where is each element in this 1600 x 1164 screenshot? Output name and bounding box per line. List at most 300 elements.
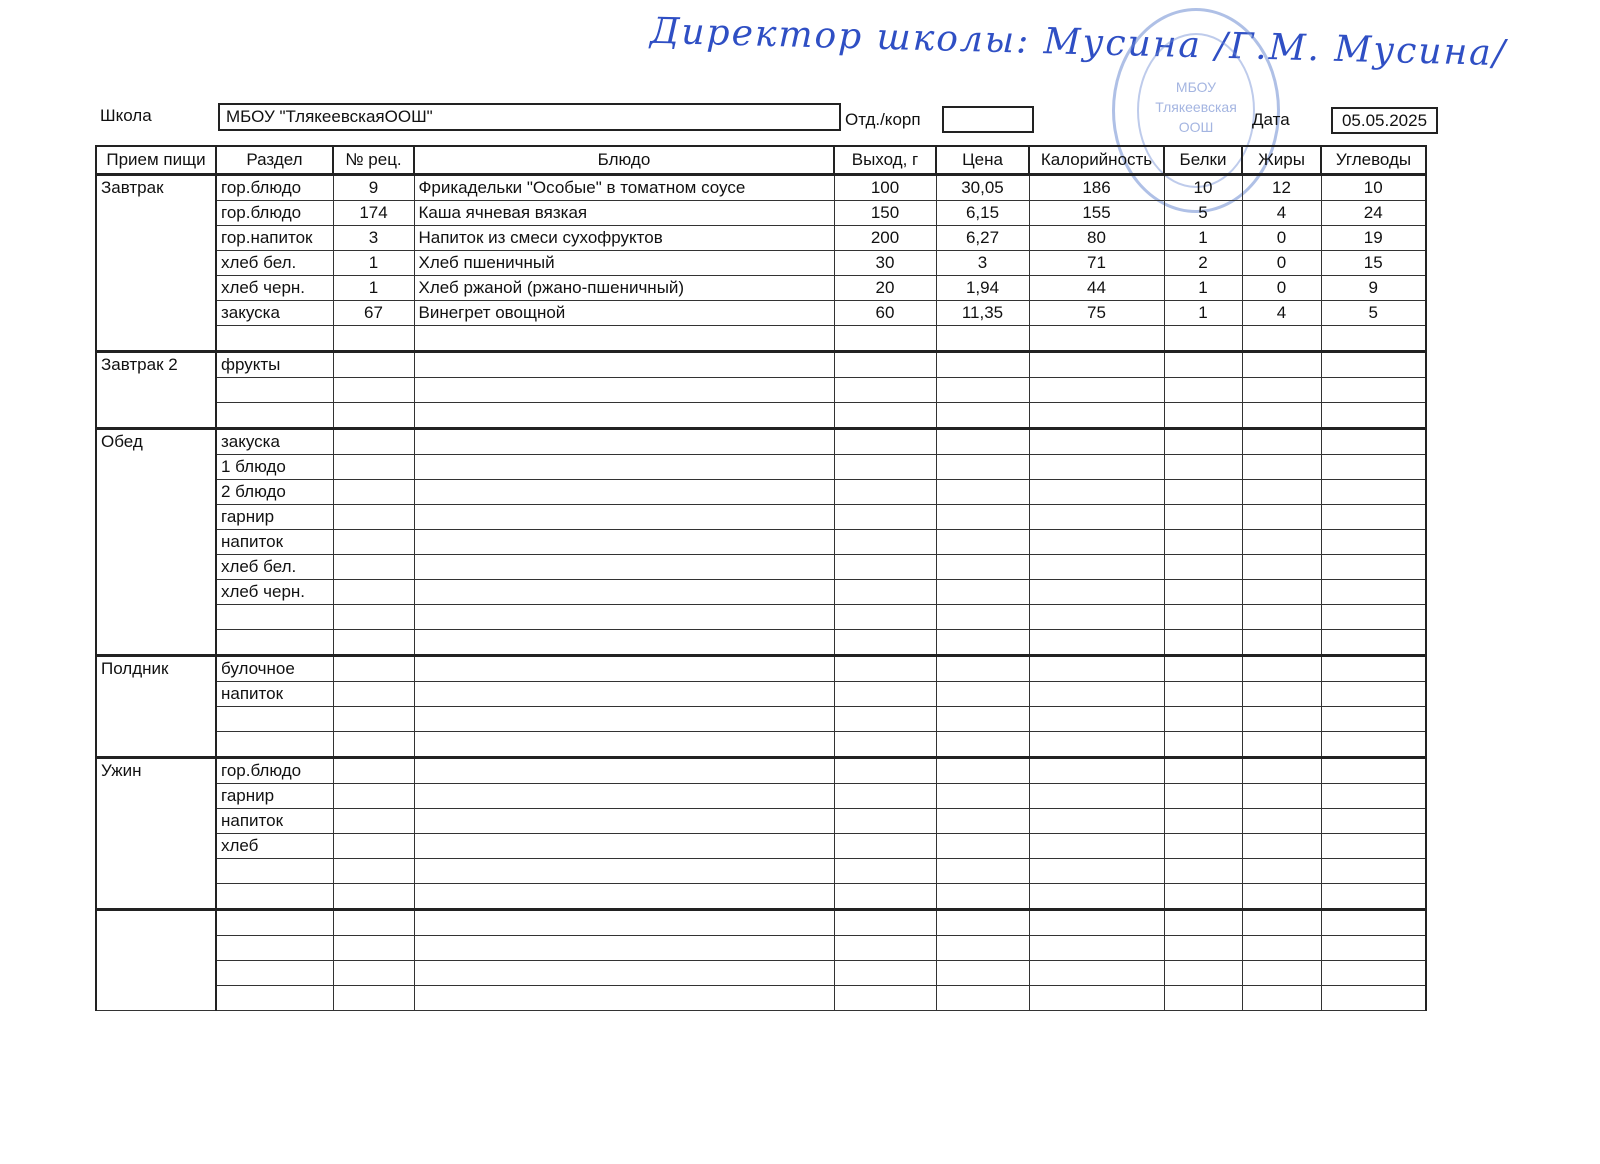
meal-name-cell: Полдник xyxy=(96,656,216,758)
table-row xyxy=(96,455,1426,480)
stamp-line-1: МБОУ xyxy=(1175,79,1217,95)
carbs-cell xyxy=(1321,378,1426,403)
weight-cell xyxy=(834,682,936,707)
protein-cell xyxy=(1164,555,1242,580)
carbs-cell xyxy=(1321,505,1426,530)
table-row xyxy=(96,530,1426,555)
dish-cell xyxy=(414,910,834,936)
table-row xyxy=(96,505,1426,530)
fat-cell xyxy=(1242,378,1321,403)
section-cell xyxy=(216,403,333,429)
calories-cell: 75 xyxy=(1029,301,1164,326)
weight-cell xyxy=(834,630,936,656)
weight-cell xyxy=(834,910,936,936)
dish-cell xyxy=(414,682,834,707)
weight-cell xyxy=(834,555,936,580)
weight-cell xyxy=(834,480,936,505)
carbs-cell: 24 xyxy=(1321,201,1426,226)
table-row xyxy=(96,784,1426,809)
dish-cell xyxy=(414,480,834,505)
column-header: Прием пищи xyxy=(96,146,216,175)
carbs-cell xyxy=(1321,936,1426,961)
table-row xyxy=(96,682,1426,707)
meal-name-cell xyxy=(96,910,216,1011)
carbs-cell xyxy=(1321,630,1426,656)
protein-cell: 1 xyxy=(1164,301,1242,326)
carbs-cell xyxy=(1321,326,1426,352)
carbs-cell xyxy=(1321,530,1426,555)
fat-cell xyxy=(1242,834,1321,859)
table-row xyxy=(96,378,1426,403)
section-cell: хлеб черн. xyxy=(216,276,333,301)
date-field[interactable]: 05.05.2025 xyxy=(1331,107,1438,134)
dish-cell xyxy=(414,326,834,352)
table-row xyxy=(96,809,1426,834)
carbs-cell xyxy=(1321,961,1426,986)
weight-cell xyxy=(834,732,936,758)
column-header: Жиры xyxy=(1242,146,1321,175)
protein-cell xyxy=(1164,530,1242,555)
weight-cell xyxy=(834,455,936,480)
table-row xyxy=(96,910,1426,936)
dish-cell: Хлеб ржаной (ржано-пшеничный) xyxy=(414,276,834,301)
column-header: Выход, г xyxy=(834,146,936,175)
section-cell: хлеб xyxy=(216,834,333,859)
fat-cell xyxy=(1242,910,1321,936)
weight-cell xyxy=(834,707,936,732)
dish-cell xyxy=(414,580,834,605)
section-cell xyxy=(216,378,333,403)
recipe-number-cell xyxy=(333,352,414,378)
carbs-cell xyxy=(1321,910,1426,936)
protein-cell xyxy=(1164,758,1242,784)
carbs-cell xyxy=(1321,403,1426,429)
protein-cell: 1 xyxy=(1164,226,1242,251)
recipe-number-cell xyxy=(333,758,414,784)
section-cell xyxy=(216,707,333,732)
price-cell xyxy=(936,605,1029,630)
column-header: Калорийность xyxy=(1029,146,1164,175)
protein-cell xyxy=(1164,961,1242,986)
fat-cell xyxy=(1242,630,1321,656)
dish-cell: Хлеб пшеничный xyxy=(414,251,834,276)
price-cell: 6,15 xyxy=(936,201,1029,226)
carbs-cell xyxy=(1321,834,1426,859)
section-cell: хлеб бел. xyxy=(216,555,333,580)
price-cell xyxy=(936,809,1029,834)
protein-cell xyxy=(1164,986,1242,1011)
recipe-number-cell xyxy=(333,403,414,429)
price-cell xyxy=(936,480,1029,505)
recipe-number-cell xyxy=(333,961,414,986)
section-cell xyxy=(216,884,333,910)
recipe-number-cell: 1 xyxy=(333,251,414,276)
dept-field[interactable] xyxy=(942,106,1034,133)
recipe-number-cell xyxy=(333,580,414,605)
price-cell xyxy=(936,656,1029,682)
dish-cell: Напиток из смеси сухофруктов xyxy=(414,226,834,251)
recipe-number-cell xyxy=(333,910,414,936)
fat-cell xyxy=(1242,682,1321,707)
table-row xyxy=(96,605,1426,630)
fat-cell: 0 xyxy=(1242,226,1321,251)
calories-cell: 71 xyxy=(1029,251,1164,276)
weight-cell xyxy=(834,884,936,910)
meal-name-cell: Ужин xyxy=(96,758,216,910)
table-row xyxy=(96,884,1426,910)
price-cell xyxy=(936,758,1029,784)
carbs-cell: 5 xyxy=(1321,301,1426,326)
calories-cell xyxy=(1029,682,1164,707)
price-cell xyxy=(936,859,1029,884)
dish-cell xyxy=(414,378,834,403)
carbs-cell xyxy=(1321,656,1426,682)
price-cell xyxy=(936,505,1029,530)
calories-cell: 186 xyxy=(1029,175,1164,201)
fat-cell: 4 xyxy=(1242,201,1321,226)
table-row xyxy=(96,326,1426,352)
recipe-number-cell xyxy=(333,429,414,455)
weight-cell: 30 xyxy=(834,251,936,276)
meal-name-cell: Обед xyxy=(96,429,216,656)
column-header: Цена xyxy=(936,146,1029,175)
section-cell xyxy=(216,910,333,936)
weight-cell xyxy=(834,936,936,961)
recipe-number-cell xyxy=(333,555,414,580)
recipe-number-cell xyxy=(333,859,414,884)
date-label: Дата xyxy=(1252,110,1290,129)
column-header: Белки xyxy=(1164,146,1242,175)
recipe-number-cell xyxy=(333,732,414,758)
recipe-number-cell xyxy=(333,326,414,352)
protein-cell xyxy=(1164,403,1242,429)
price-cell xyxy=(936,326,1029,352)
table-row xyxy=(96,352,1426,378)
calories-cell xyxy=(1029,530,1164,555)
carbs-cell xyxy=(1321,859,1426,884)
dish-cell xyxy=(414,707,834,732)
weight-cell xyxy=(834,859,936,884)
dish-cell xyxy=(414,884,834,910)
protein-cell xyxy=(1164,910,1242,936)
recipe-number-cell: 3 xyxy=(333,226,414,251)
carbs-cell xyxy=(1321,352,1426,378)
section-cell xyxy=(216,859,333,884)
weight-cell xyxy=(834,758,936,784)
column-header: Углеводы xyxy=(1321,146,1426,175)
dish-cell xyxy=(414,403,834,429)
table-row xyxy=(96,961,1426,986)
price-cell xyxy=(936,986,1029,1011)
calories-cell xyxy=(1029,910,1164,936)
section-cell: хлеб бел. xyxy=(216,251,333,276)
fat-cell xyxy=(1242,326,1321,352)
recipe-number-cell: 9 xyxy=(333,175,414,201)
price-cell xyxy=(936,378,1029,403)
protein-cell xyxy=(1164,732,1242,758)
section-cell: напиток xyxy=(216,530,333,555)
weight-cell: 60 xyxy=(834,301,936,326)
weight-cell xyxy=(834,834,936,859)
fat-cell xyxy=(1242,656,1321,682)
dish-cell xyxy=(414,530,834,555)
table-header-row xyxy=(96,146,1426,175)
section-cell xyxy=(216,936,333,961)
recipe-number-cell xyxy=(333,656,414,682)
dish-cell xyxy=(414,455,834,480)
section-cell: напиток xyxy=(216,809,333,834)
price-cell xyxy=(936,455,1029,480)
carbs-cell xyxy=(1321,580,1426,605)
calories-cell xyxy=(1029,555,1164,580)
protein-cell xyxy=(1164,605,1242,630)
column-header: № рец. xyxy=(333,146,414,175)
dish-cell xyxy=(414,859,834,884)
dish-cell xyxy=(414,656,834,682)
price-cell xyxy=(936,682,1029,707)
carbs-cell xyxy=(1321,758,1426,784)
section-cell: гарнир xyxy=(216,784,333,809)
column-header: Блюдо xyxy=(414,146,834,175)
section-cell: гор.блюдо xyxy=(216,758,333,784)
weight-cell xyxy=(834,605,936,630)
price-cell xyxy=(936,530,1029,555)
dish-cell xyxy=(414,630,834,656)
recipe-number-cell xyxy=(333,834,414,859)
section-cell: напиток xyxy=(216,682,333,707)
carbs-cell: 9 xyxy=(1321,276,1426,301)
protein-cell xyxy=(1164,884,1242,910)
school-field[interactable]: МБОУ "ТлякеевскаяООШ" xyxy=(218,103,841,131)
dept-label: Отд./корп xyxy=(845,110,921,129)
price-cell: 3 xyxy=(936,251,1029,276)
calories-cell xyxy=(1029,758,1164,784)
fat-cell xyxy=(1242,809,1321,834)
recipe-number-cell: 174 xyxy=(333,201,414,226)
section-cell: булочное xyxy=(216,656,333,682)
fat-cell xyxy=(1242,530,1321,555)
section-cell: фрукты xyxy=(216,352,333,378)
signature-text: Директор школы: Мусина /Г.М. Мусина/ xyxy=(649,10,1508,75)
price-cell xyxy=(936,834,1029,859)
table-row xyxy=(96,707,1426,732)
fat-cell xyxy=(1242,707,1321,732)
column-header: Раздел xyxy=(216,146,333,175)
dish-cell xyxy=(414,732,834,758)
section-cell: гарнир xyxy=(216,505,333,530)
stamp-line-2: Тлякеевская xyxy=(1155,99,1237,115)
protein-cell xyxy=(1164,859,1242,884)
protein-cell xyxy=(1164,809,1242,834)
dish-cell xyxy=(414,834,834,859)
section-cell: закуска xyxy=(216,429,333,455)
protein-cell: 10 xyxy=(1164,175,1242,201)
dish-cell xyxy=(414,605,834,630)
fat-cell xyxy=(1242,352,1321,378)
calories-cell xyxy=(1029,936,1164,961)
dish-cell xyxy=(414,352,834,378)
price-cell xyxy=(936,961,1029,986)
table-row xyxy=(96,656,1426,682)
table-row xyxy=(96,555,1426,580)
calories-cell xyxy=(1029,884,1164,910)
price-cell xyxy=(936,403,1029,429)
weight-cell: 100 xyxy=(834,175,936,201)
calories-cell: 80 xyxy=(1029,226,1164,251)
fat-cell xyxy=(1242,884,1321,910)
price-cell: 30,05 xyxy=(936,175,1029,201)
table-row xyxy=(96,276,1426,301)
weight-cell xyxy=(834,505,936,530)
fat-cell xyxy=(1242,429,1321,455)
protein-cell xyxy=(1164,580,1242,605)
price-cell xyxy=(936,429,1029,455)
calories-cell xyxy=(1029,859,1164,884)
recipe-number-cell xyxy=(333,378,414,403)
weight-cell xyxy=(834,352,936,378)
dish-cell xyxy=(414,505,834,530)
carbs-cell: 10 xyxy=(1321,175,1426,201)
protein-cell xyxy=(1164,834,1242,859)
recipe-number-cell xyxy=(333,505,414,530)
dish-cell xyxy=(414,758,834,784)
protein-cell: 5 xyxy=(1164,201,1242,226)
weight-cell xyxy=(834,784,936,809)
carbs-cell xyxy=(1321,605,1426,630)
table-row xyxy=(96,175,1426,201)
price-cell xyxy=(936,936,1029,961)
table-row xyxy=(96,301,1426,326)
price-cell xyxy=(936,707,1029,732)
calories-cell xyxy=(1029,630,1164,656)
weight-cell xyxy=(834,326,936,352)
recipe-number-cell xyxy=(333,707,414,732)
carbs-cell xyxy=(1321,707,1426,732)
carbs-cell xyxy=(1321,884,1426,910)
fat-cell xyxy=(1242,961,1321,986)
protein-cell xyxy=(1164,630,1242,656)
section-cell: 1 блюдо xyxy=(216,455,333,480)
section-cell: 2 блюдо xyxy=(216,480,333,505)
price-cell xyxy=(936,884,1029,910)
calories-cell xyxy=(1029,809,1164,834)
calories-cell xyxy=(1029,834,1164,859)
dish-cell xyxy=(414,429,834,455)
protein-cell xyxy=(1164,429,1242,455)
recipe-number-cell xyxy=(333,455,414,480)
fat-cell xyxy=(1242,580,1321,605)
dish-cell xyxy=(414,961,834,986)
price-cell xyxy=(936,352,1029,378)
calories-cell xyxy=(1029,480,1164,505)
table-row xyxy=(96,429,1426,455)
section-cell: гор.блюдо xyxy=(216,201,333,226)
section-cell: гор.блюдо xyxy=(216,175,333,201)
protein-cell xyxy=(1164,682,1242,707)
carbs-cell xyxy=(1321,809,1426,834)
weight-cell: 20 xyxy=(834,276,936,301)
section-cell: хлеб черн. xyxy=(216,580,333,605)
carbs-cell xyxy=(1321,480,1426,505)
dish-cell xyxy=(414,986,834,1011)
carbs-cell xyxy=(1321,455,1426,480)
table-row xyxy=(96,986,1426,1011)
carbs-cell: 15 xyxy=(1321,251,1426,276)
weight-cell: 150 xyxy=(834,201,936,226)
price-cell: 6,27 xyxy=(936,226,1029,251)
table-row xyxy=(96,480,1426,505)
weight-cell xyxy=(834,656,936,682)
dish-cell xyxy=(414,809,834,834)
calories-cell xyxy=(1029,656,1164,682)
protein-cell xyxy=(1164,480,1242,505)
stamp-line-3: ООШ xyxy=(1178,119,1214,135)
protein-cell xyxy=(1164,505,1242,530)
fat-cell xyxy=(1242,605,1321,630)
weight-cell xyxy=(834,403,936,429)
dish-cell xyxy=(414,936,834,961)
school-label: Школа xyxy=(100,106,152,125)
protein-cell: 1 xyxy=(1164,276,1242,301)
director-signature xyxy=(650,11,1508,74)
calories-cell xyxy=(1029,986,1164,1011)
price-cell xyxy=(936,784,1029,809)
protein-cell xyxy=(1164,326,1242,352)
price-cell xyxy=(936,580,1029,605)
table-row xyxy=(96,758,1426,784)
calories-cell xyxy=(1029,707,1164,732)
dish-cell: Винегрет овощной xyxy=(414,301,834,326)
meal-name-cell: Завтрак xyxy=(96,175,216,352)
price-cell xyxy=(936,910,1029,936)
recipe-number-cell xyxy=(333,784,414,809)
section-cell: гор.напиток xyxy=(216,226,333,251)
calories-cell xyxy=(1029,784,1164,809)
fat-cell xyxy=(1242,784,1321,809)
price-cell xyxy=(936,630,1029,656)
recipe-number-cell xyxy=(333,884,414,910)
fat-cell: 0 xyxy=(1242,276,1321,301)
table-row xyxy=(96,936,1426,961)
dish-cell: Каша ячневая вязкая xyxy=(414,201,834,226)
carbs-cell xyxy=(1321,555,1426,580)
weight-cell xyxy=(834,580,936,605)
carbs-cell: 19 xyxy=(1321,226,1426,251)
fat-cell: 4 xyxy=(1242,301,1321,326)
protein-cell xyxy=(1164,656,1242,682)
table-row xyxy=(96,403,1426,429)
price-cell xyxy=(936,555,1029,580)
protein-cell xyxy=(1164,784,1242,809)
section-cell xyxy=(216,605,333,630)
section-cell xyxy=(216,630,333,656)
fat-cell xyxy=(1242,758,1321,784)
calories-cell xyxy=(1029,605,1164,630)
calories-cell xyxy=(1029,378,1164,403)
menu-table-body xyxy=(96,146,1426,1011)
recipe-number-cell xyxy=(333,682,414,707)
section-cell xyxy=(216,961,333,986)
recipe-number-cell xyxy=(333,809,414,834)
meal-name-cell: Завтрак 2 xyxy=(96,352,216,429)
recipe-number-cell: 67 xyxy=(333,301,414,326)
protein-cell xyxy=(1164,352,1242,378)
calories-cell xyxy=(1029,429,1164,455)
protein-cell: 2 xyxy=(1164,251,1242,276)
calories-cell xyxy=(1029,352,1164,378)
calories-cell xyxy=(1029,505,1164,530)
calories-cell xyxy=(1029,403,1164,429)
